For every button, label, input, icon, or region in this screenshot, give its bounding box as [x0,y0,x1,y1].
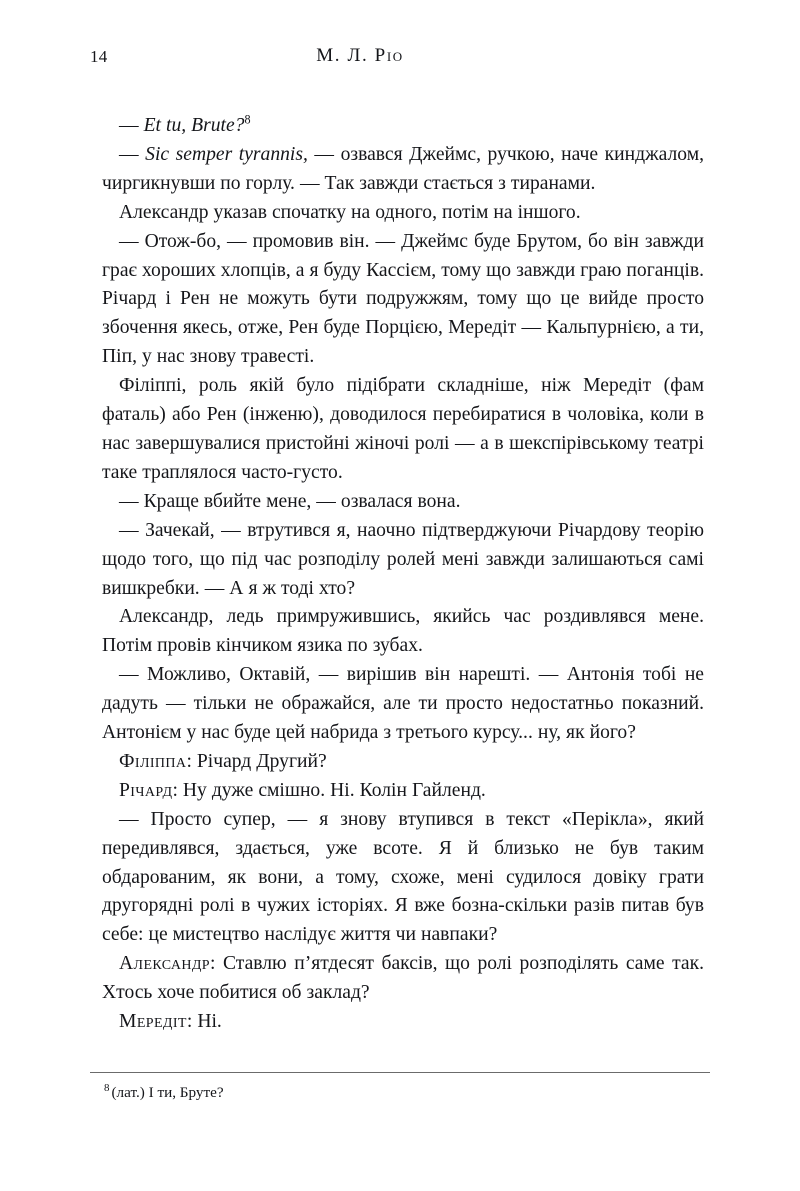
paragraph-text: — Можливо, Октавій, — вирішив він нарешті. — Антонія тобі не дадуть — тільки не ображайся, але ти просто недостатньо показний. Антонієм у нас буде цей набрида з третього курсу... ну, як його? [102,664,704,744]
paragraph-text: — Просто супер, — я знову втупився в текст «Перікла», який передивлявся, здається, уже всоте. Я й близько не був таким обдарованим, як вони, а тому, схоже, мені судилося довіку грати другорядні ролі в чужих історіях. Я вже бозна-скільки разів питав був себе: це мистецтво наслідує життя чи навпаки? [102,808,704,946]
dash-text: — [119,115,144,136]
footnote-area [90,1072,710,1103]
speaker-line-text: : Ну дуже смішно. Ні. Колін Гайленд. [172,779,486,801]
paragraph-speaker-line [102,777,704,806]
paragraph [102,199,704,228]
speaker-line-text: : Ні. [186,1011,222,1033]
speaker-name: Александр [119,953,210,975]
running-head: М. Л. Ріо [316,45,404,66]
speaker-line-text: : Ставлю п’ятдесят баксів, що ролі розподілять саме так. Хтось хоче побитися об заклад? [102,953,704,1004]
paragraph [102,372,704,488]
paragraph-speaker-line [102,748,704,777]
footnote-separator-rule [90,1072,710,1073]
paragraph-text: — Краще вбийте мене, — озвалася вона. [119,490,461,512]
footnote-body: (лат.) І ти, Бруте? [111,1084,224,1101]
footnote-number: 8 [104,1081,110,1094]
paragraph-text: Александр, ледь примружившись, якийсь час роздивлявся мене. Потім провів кінчиком язика по зубах. [102,606,704,657]
speaker-line-text: : Річард Другий? [186,750,327,772]
paragraph-text: — Отож-бо, — промовив він. — Джеймс буде Брутом, бо він завжди грає хороших хлопців, а я буду Кассієм, тому що завжди граю поганців. Річард і Рен не можуть бути подружжям, тому що це вийде просто збочення якесь, отже, Рен буде Порцією, Мередіт — Кальпурнією, а ти, Піп, у нас знову травесті. [102,230,704,368]
paragraph [102,112,704,141]
paragraph-text: Філіппі, роль якій було підібрати складніше, ніж Мередіт (фам фаталь) або Рен (інженю), доводилося перебиратися в чоловіка, коли в нас завершувалися пристойні жіночі ролі — а в шекспірівському театрі таке траплялося часто-густо. [102,375,704,483]
paragraph-text: Александр указав спочатку на одного, потім на іншого. [119,201,581,223]
dash-text: — [119,143,146,165]
paragraph [102,806,704,951]
body-text [102,112,704,1037]
page-number: 14 [90,47,108,66]
paragraph-speaker-line [102,950,704,1008]
latin-phrase: Et tu, Brute? [143,115,245,136]
speaker-name: Річард [119,779,173,801]
paragraph [102,517,704,604]
paragraph [102,661,704,748]
paragraph [102,488,704,517]
speaker-name: Філіппа [119,750,187,772]
paragraph-text: — Зачекай, — втрутився я, наочно підтверджуючи Річардову теорію щодо того, що під час розподілу ролей мені завжди залишаються самі вишкребки. — А я ж тоді хто? [102,519,704,599]
footnote-marker: 8 [244,112,251,127]
paragraph [102,141,704,199]
paragraph-speaker-line [102,1008,704,1037]
page-header [90,44,710,70]
speaker-name: Мередіт [119,1011,187,1033]
paragraph-text: — озвався Джеймс, ручкою, наче кинджалом, чиргикнувши по горлу. — Так завжди стається з тиранами. [102,143,705,194]
paragraph [102,228,704,373]
latin-phrase: Sic semper tyrannis, [145,143,308,165]
footnote [90,1083,710,1103]
paragraph [102,603,704,661]
